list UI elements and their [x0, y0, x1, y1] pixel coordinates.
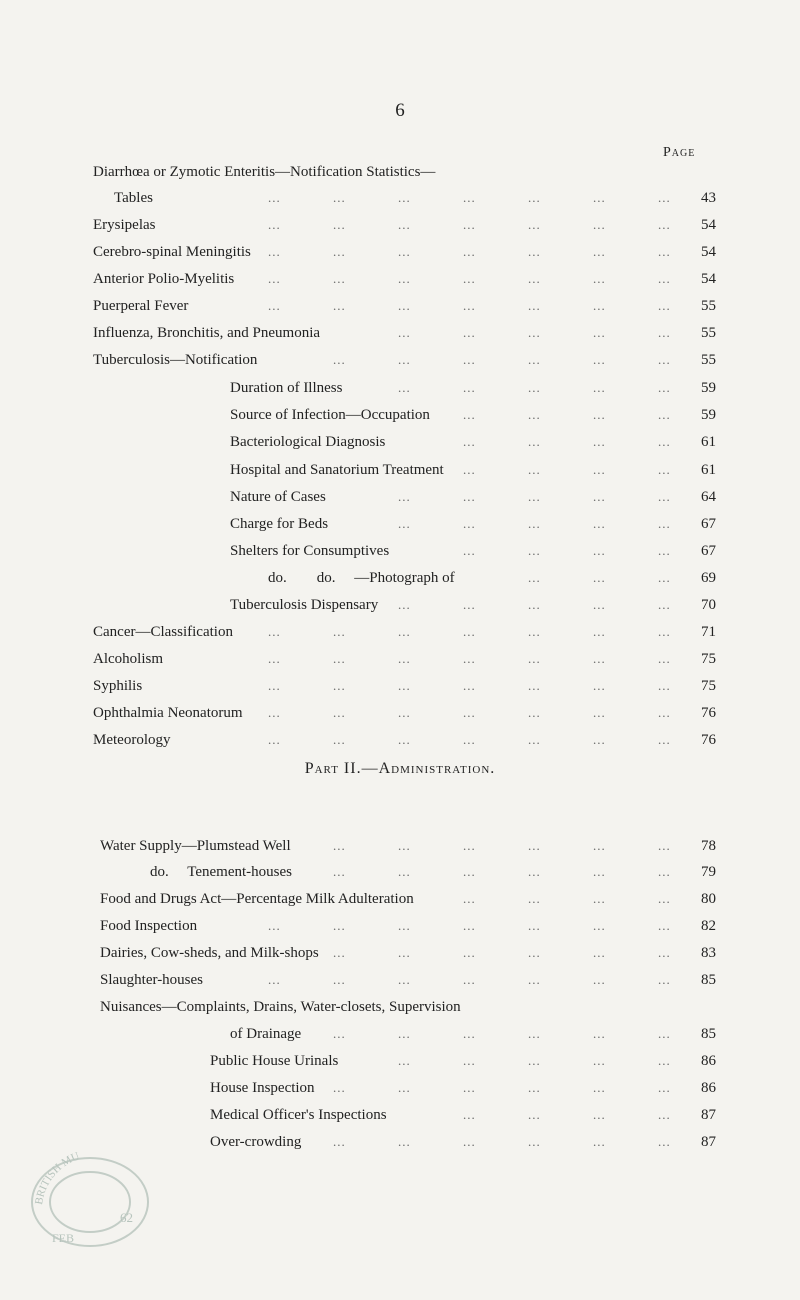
toc-part-1-entry: Tuberculosis—Notification ... ... ... ... ... ... 55 [0, 347, 800, 373]
entry-page-number: 54 [701, 217, 716, 233]
entry-page-number: 87 [701, 1134, 716, 1150]
entry-page-number: 67 [701, 543, 716, 559]
entry-page-number: 87 [701, 1107, 716, 1123]
entry-title: Nuisances—Complaints, Drains, Water-closets, Supervision [100, 999, 461, 1015]
entry-title: Erysipelas [93, 217, 156, 233]
entry-title: Food Inspection [100, 918, 198, 934]
entry-title: Syphilis [93, 678, 143, 694]
entry-page-number: 61 [701, 434, 716, 450]
toc-part-2-entry: Over-crowding ... ... ... ... ... ... 87 [0, 1129, 800, 1155]
entry-page-number: 59 [701, 380, 716, 396]
entry-page-number: 85 [701, 972, 716, 988]
entry-page-number: 78 [701, 838, 716, 854]
toc-part-1-entry: Bacteriological Diagnosis ... ... ... ... 61 [0, 429, 800, 455]
entry-title: Dairies, Cow-sheds, and Milk-shops [100, 945, 319, 961]
toc-part-1-entry: Charge for Beds ... ... ... ... ... 67 [0, 511, 800, 537]
entry-page-number: 86 [701, 1080, 716, 1096]
stamp-number: 62 [120, 1210, 133, 1225]
toc-part-2-entry: Food Inspection ... ... ... ... ... ... ... 82 [0, 913, 800, 939]
toc-part-1-entry: Duration of Illness ... ... ... ... ... 59 [0, 375, 800, 401]
entry-title: Hospital and Sanatorium Treatment [230, 462, 444, 478]
toc-part-1-entry: Cerebro-spinal Meningitis ... ... ... ... ... ... ... 54 [0, 239, 800, 265]
toc-part-2-entry: of Drainage ... ... ... ... ... ... 85 [0, 1021, 800, 1047]
entry-title: Shelters for Consumptives [230, 543, 390, 559]
entry-title: Diarrhœa or Zymotic Enteritis—Notification Statistics— [93, 164, 436, 180]
entry-title: Influenza, Bronchitis, and Pneumonia [93, 325, 321, 341]
entry-page-number: 82 [701, 918, 716, 934]
entry-title: Food and Drugs Act—Percentage Milk Adulteration [100, 891, 414, 907]
toc-part-2-entry: House Inspection ... ... ... ... ... ... 86 [0, 1075, 800, 1101]
entry-page-number: 85 [701, 1026, 716, 1042]
entry-page-number: 76 [701, 732, 716, 748]
entry-title: Tables [114, 190, 153, 206]
entry-title: Ophthalmia Neonatorum [93, 705, 243, 721]
entry-page-number: 54 [701, 271, 716, 287]
entry-title: Charge for Beds [230, 516, 329, 532]
stamp-bottom-text: FEB [52, 1231, 75, 1245]
toc-part-1-entry: Puerperal Fever ... ... ... ... ... ... ... 55 [0, 293, 800, 319]
entry-title: Medical Officer's Inspections [210, 1107, 387, 1123]
toc-part-1-entry: Nature of Cases ... ... ... ... ... 64 [0, 484, 800, 510]
toc-part-2-entry: Water Supply—Plumstead Well ... ... ... ... ... ... 78 [0, 833, 800, 859]
toc-part-2-entry: do. Tenement-houses ... ... ... ... ... ... 79 [0, 859, 800, 885]
toc-part-1-entry: Meteorology ... ... ... ... ... ... ... 76 [0, 727, 800, 753]
entry-page-number: 64 [701, 489, 716, 505]
toc-part-1-entry [0, 159, 800, 185]
entry-page-number: 76 [701, 705, 716, 721]
entry-title: Water Supply—Plumstead Well [100, 838, 291, 854]
entry-page-number: 79 [701, 864, 716, 880]
toc-part-2-entry: Medical Officer's Inspections ... ... ... ... 87 [0, 1102, 800, 1128]
toc-part-2-entry [0, 994, 800, 1020]
toc-part-1-entry: Erysipelas ... ... ... ... ... ... ... 54 [0, 212, 800, 238]
entry-title: Duration of Illness [230, 380, 343, 396]
toc-part-1-entry: Hospital and Sanatorium Treatment ... ... ... ... 61 [0, 457, 800, 483]
entry-title: Public House Urinals [210, 1053, 339, 1069]
section-heading-part-2: Part II.—Administration. [304, 760, 496, 777]
entry-title: Tuberculosis—Notification [93, 352, 258, 368]
entry-title: of Drainage [230, 1026, 302, 1042]
entry-page-number: 61 [701, 462, 716, 478]
entry-page-number: 75 [701, 678, 716, 694]
entry-page-number: 71 [701, 624, 716, 640]
entry-title: House Inspection [210, 1080, 315, 1096]
entry-title: Nature of Cases [230, 489, 326, 505]
entry-page-number: 80 [701, 891, 716, 907]
toc-part-1-entry: Tuberculosis Dispensary ... ... ... ... ... 70 [0, 592, 800, 618]
toc-part-1-entry: Alcoholism ... ... ... ... ... ... ... 75 [0, 646, 800, 672]
entry-title: Bacteriological Diagnosis [230, 434, 386, 450]
entry-page-number: 55 [701, 298, 716, 314]
entry-page-number: 59 [701, 407, 716, 423]
entry-page-number: 43 [701, 190, 716, 206]
toc-part-2-entry: Public House Urinals ... ... ... ... ... 86 [0, 1048, 800, 1074]
entry-title: do. Tenement-houses [150, 864, 292, 880]
page-column-heading: Page [663, 145, 696, 160]
entry-title: Alcoholism [93, 651, 163, 667]
entry-title: Anterior Polio-Myelitis [93, 271, 235, 287]
stamp-top-text: BRITISH MU [33, 1150, 82, 1206]
entry-title: Source of Infection—Occupation [230, 407, 430, 423]
entry-title: Over-crowding [210, 1134, 302, 1150]
page-number: 6 [395, 100, 405, 121]
entry-page-number: 67 [701, 516, 716, 532]
entry-title: Cerebro-spinal Meningitis [93, 244, 251, 260]
toc-part-1-entry: Syphilis ... ... ... ... ... ... ... 75 [0, 673, 800, 699]
toc-part-2-entry: Slaughter-houses ... ... ... ... ... ... ... 85 [0, 967, 800, 993]
toc-part-1-entry: Source of Infection—Occupation ... ... ... ... 59 [0, 402, 800, 428]
entry-title: Tuberculosis Dispensary [230, 597, 379, 613]
toc-part-1-entry: Cancer—Classification ... ... ... ... ... ... ... 71 [0, 619, 800, 645]
toc-part-2-entry: Food and Drugs Act—Percentage Milk Adulteration ... ... ... ... 80 [0, 886, 800, 912]
library-stamp [22, 1140, 162, 1250]
entry-page-number: 70 [701, 597, 716, 613]
entry-page-number: 86 [701, 1053, 716, 1069]
entry-page-number: 55 [701, 325, 716, 341]
toc-part-1-entry: Ophthalmia Neonatorum ... ... ... ... ... ... ... 76 [0, 700, 800, 726]
toc-part-1-entry: Anterior Polio-Myelitis ... ... ... ... ... ... ... 54 [0, 266, 800, 292]
toc-part-1-entry: Tables ... ... ... ... ... ... ... 43 [0, 185, 800, 211]
entry-title: Slaughter-houses [100, 972, 204, 988]
entry-page-number: 55 [701, 352, 716, 368]
toc-part-1-entry: Influenza, Bronchitis, and Pneumonia ... ... ... ... ... 55 [0, 320, 800, 346]
entry-title: do. do. —Photograph of [268, 570, 455, 586]
entry-title: Meteorology [93, 732, 171, 748]
toc-part-1-entry: do. do. —Photograph of ... ... ... 69 [0, 565, 800, 591]
entry-page-number: 83 [701, 945, 716, 961]
entry-page-number: 75 [701, 651, 716, 667]
entry-page-number: 54 [701, 244, 716, 260]
entry-title: Puerperal Fever [93, 298, 189, 314]
toc-part-1-entry: Shelters for Consumptives ... ... ... ... 67 [0, 538, 800, 564]
toc-part-2-entry: Dairies, Cow-sheds, and Milk-shops ... ... ... ... ... ... 83 [0, 940, 800, 966]
entry-title: Cancer—Classification [93, 624, 233, 640]
entry-page-number: 69 [701, 570, 716, 586]
